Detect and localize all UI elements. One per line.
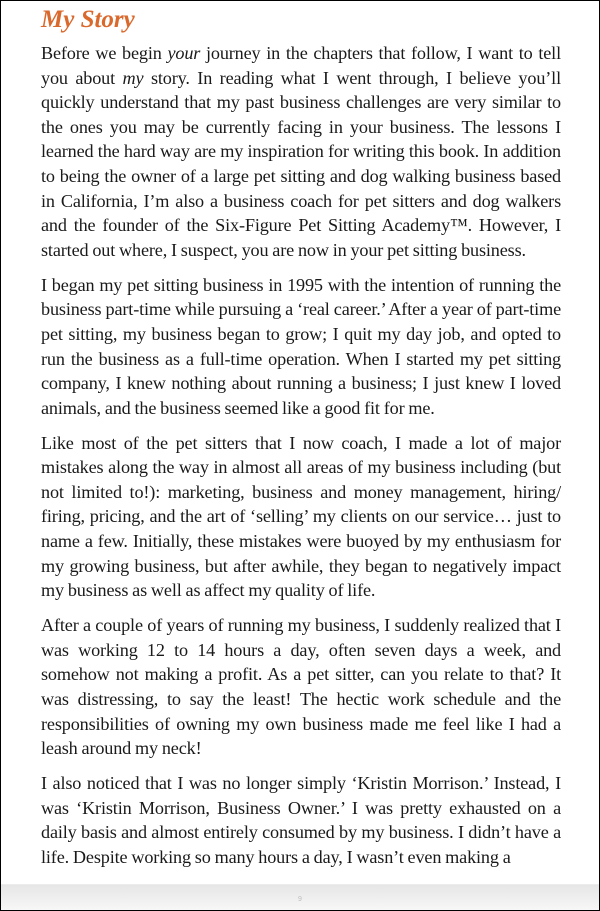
paragraph-1-text-a: Before we begin	[41, 43, 168, 63]
chapter-body	[41, 41, 561, 870]
book-page	[41, 1, 561, 884]
page-footer	[1, 884, 599, 910]
paragraph-1-emphasis-my: my	[122, 67, 144, 88]
paragraph-5: I also noticed that I was no longer simply ‘Kristin Morrison.’ Instead, I was ‘Kristin Morrison, Business Owner.’ I was pretty exhausted on a daily basis and almost entirely consumed by my business. I didn’t have a life. Despite working so many hours a day, I wasn’t even making a	[41, 773, 561, 867]
paragraph-4: After a couple of years of running my business, I suddenly realized that I was working 12 to 14 hours a day, often seven days a week, and somehow not making a profit. As a pet sitter, can you relate to that? It was distressing, to say the least! The hectic work schedule and the responsibilities of owning my own business made me feel like I had a leash around my neck!	[41, 615, 561, 759]
chapter-title: My Story	[41, 6, 135, 33]
paragraph-1	[41, 41, 561, 262]
paragraph-1-text-c: story. In reading what I went through, I believe you’ll quickly understand that my past business challenges are very similar to the ones you may be currently facing in your business. The lessons I learned the hard way are my inspiration for writing this book. In addition to being the owner of a large pet sitting and dog walking business based in California, I’m also a business coach for pet sitters and dog walkers and the founder of the Six-Figure Pet Sitting Academy™. However, I started out where, I suspect, you are now in your pet sitting business.	[41, 67, 561, 260]
paragraph-3: Like most of the pet sitters that I now coach, I made a lot of major mistakes along the way in almost all areas of my business including (but not limited to!): marketing, business and money management, hiring/ firing, pricing, and the art of ‘selling’ my clients on our service… just to name a few. Initially, these mistakes were buoyed by my enthusiasm for my growing business, but after awhile, they began to negatively impact my business as well as affect my quality of life.	[41, 432, 561, 601]
page-number: 9	[298, 895, 302, 903]
paragraph-1-emphasis-your: your	[167, 43, 201, 63]
paragraph-2: I began my pet sitting business in 1995 with the intention of running the business part-time while pursuing a ‘real career.’ After a year of part-time pet sitting, my business began to grow; I quit my day job, and opted to run the business as a full-time operation. When I started my pet sitting company, I knew nothing about running a business; I just knew I loved animals, and the business seemed like a good fit for me.	[41, 274, 561, 418]
paragraph-1-text-b: journey in the chapters that follow, I want to tell you about	[41, 43, 561, 88]
